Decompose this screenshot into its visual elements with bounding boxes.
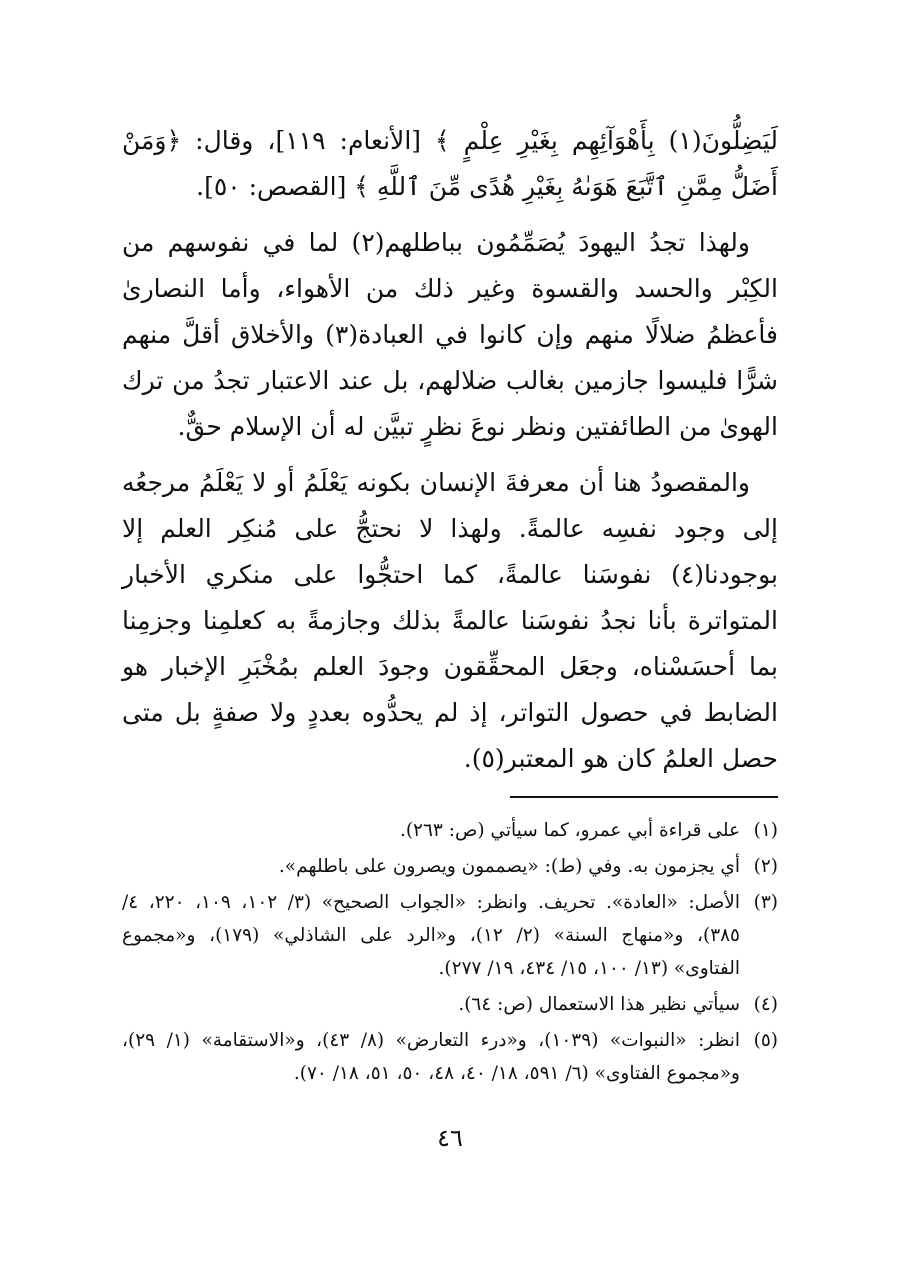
footnote-number: (٥) [753,1030,778,1051]
footnote-text: انظر: «النبوات» (١٠٣٩)، و«درء التعارض» (٨/ ٤٣)، و«الاستقامة» (١/ ٢٩)، و«مجموع الفتاوى» (٦/ ٥٩١، ١٨/ ٤٠، ٤٨، ٥٠، ٥١، ١٨/ ٧٠). [122,1030,740,1084]
footnote-text: أي يجزمون به. وفي (ط): «يصممون ويصرون على باطلهم». [278,856,740,877]
footnote-item [122,988,778,1021]
main-text [122,118,778,792]
paragraph-jews-christians: ولهذا تجدُ اليهودَ يُصَمِّمُون بباطلهم(٢) لما في نفوسهم من الكِبْر والحسد والقسوة وغير ذلك من الأهواء، وأما النصارىٰ فأعظمُ ضلالًا منهم وإن كانوا في العبادة(٣) والأخلاق أقلَّ منهم شرًّا فليسوا جازمين بغالب ضلالهم، بل عند الاعتبار تجدُ من ترك الهوىٰ من الطائفتين ونظر نوعَ نظرٍ تبيَّن له أن الإسلام حقٌّ. [122,228,778,441]
paragraph-quran-quote: لَيَضِلُّونَ(١) بِأَهْوَآئِهِم بِغَيْرِ عِلْمٍ ﴾ [الأنعام: ١١٩]، وقال: ﴿وَمَنْ أَضَلُّ مِمَّنِ ٱتَّبَعَ هَوَىٰهُ بِغَيْرِ هُدًى مِّنَ ٱللَّهِ ﴾ [القصص: ٥٠]. [122,126,778,201]
footnote-divider [510,796,778,798]
footnote-item [122,886,778,985]
footnote-number: (٤) [753,994,778,1015]
footnote-text: الأصل: «العادة». تحريف. وانظر: «الجواب الصحيح» (٣/ ١٠٢، ١٠٩، ٢٢٠، ٤/ ٣٨٥)، و«منهاج السنة» (٢/ ١٢)، و«الرد على الشاذلي» (١٧٩)، و«مجموع الفتاوى» (١٣/ ١٠٠، ١٥/ ٤٣٤، ١٩/ ٢٧٧). [122,892,740,979]
footnote-number: (٢) [753,856,778,877]
footnote-number: (١) [753,820,778,841]
paragraph-knowledge: والمقصودُ هنا أن معرفةَ الإنسان بكونه يَعْلَمُ أو لا يَعْلَمُ مرجعُه إلى وجود نفسِه عالمةً. ولهذا لا نحتجُّ على مُنكِر العلم إلا بوجودنا(٤) نفوسَنا عالمةً، كما احتجُّوا على منكري الأخبار المتواترة بأنا نجدُ نفوسَنا عالمةً بذلك وجازمةً به كعلمِنا وجزمِنا بما أحسَسْناه، وجعَل المحقِّقون وجودَ العلم بمُخْبَرِ الإخبار هو الضابط في حصول التواتر، إذ لم يحدُّوه بعددٍ ولا صفةٍ بل متى حصل العلمُ كان هو المعتبر(٥). [122,468,778,773]
footnote-item [122,1024,778,1090]
footnote-text: على قراءة أبي عمرو، كما سيأتي (ص: ٢٦٣). [399,820,740,841]
footnote-item [122,814,778,847]
footnote-text: سيأتي نظير هذا الاستعمال (ص: ٦٤). [458,994,740,1015]
footnote-item [122,850,778,883]
footnotes [122,814,778,1093]
page-number: ٤٦ [437,1124,463,1152]
footnote-number: (٣) [753,892,778,913]
